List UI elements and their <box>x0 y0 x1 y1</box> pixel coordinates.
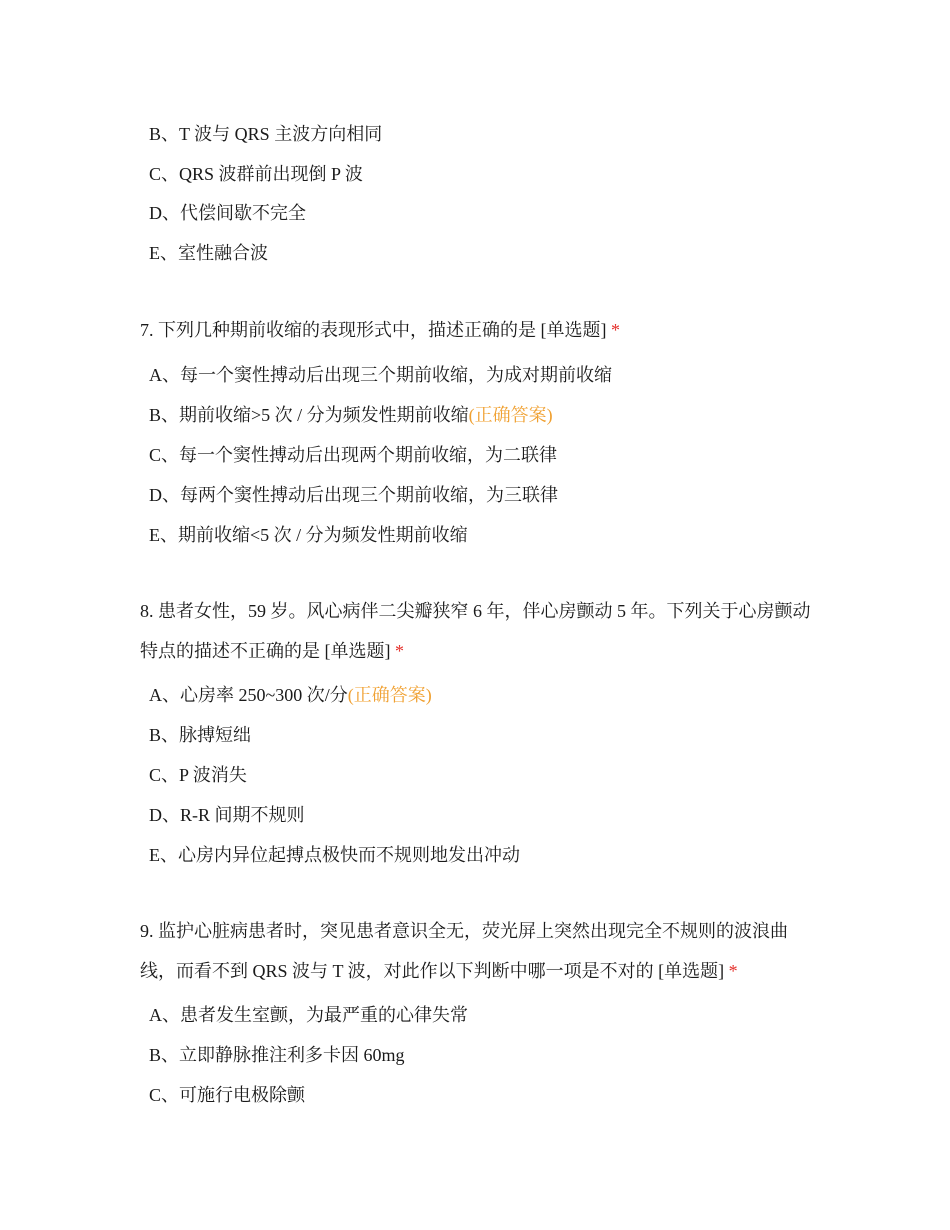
q7-correct-answer-label: (正确答案) <box>468 405 553 425</box>
q8-required-mark: * <box>395 641 404 661</box>
q7-option-e: E、期前收缩<5 次 / 分为频发性期前收缩 <box>149 525 468 545</box>
q9-option-b: B、立即静脉推注利多卡因 60mg <box>149 1045 405 1065</box>
q8-option-b: B、脉搏短绌 <box>149 725 252 745</box>
q9-title <box>140 911 820 991</box>
q6-option-e: E、室性融合波 <box>149 243 268 263</box>
q7-option-b <box>149 402 553 428</box>
q9-required-mark: * <box>728 961 738 981</box>
q7-option-c: C、每一个窦性搏动后出现两个期前收缩，为二联律 <box>149 445 558 465</box>
q8-title-text: 8. 患者女性，59 岁。风心病伴二尖瓣狭窄 6 年，伴心房颤动 5 年。下列关于心房颤动特点的描述不正确的是 [单选题] <box>140 601 811 661</box>
q8-title <box>140 591 820 671</box>
q8-option-e: E、心房内异位起搏点极快而不规则地发出冲动 <box>149 845 520 865</box>
q7-required-mark: * <box>611 320 620 340</box>
q7-option-b-text: B、期前收缩>5 次 / 分为频发性期前收缩 <box>149 405 469 425</box>
q6-option-d: D、代偿间歇不完全 <box>149 203 306 223</box>
q7-option-d: D、每两个窦性搏动后出现三个期前收缩，为三联律 <box>149 485 558 505</box>
q8-option-d: D、R-R 间期不规则 <box>149 805 305 825</box>
q6-option-c: C、QRS 波群前出现倒 P 波 <box>149 164 363 184</box>
q9-title-text: 9. 监护心脏病患者时，突见患者意识全无，荧光屏上突然出现完全不规则的波浪曲线，而看不到 QRS 波与 T 波，对此作以下判断中哪一项是不对的 [单选题] <box>140 921 788 981</box>
q8-correct-answer-label: (正确答案) <box>347 685 432 705</box>
q6-option-b: B、T 波与 QRS 主波方向相同 <box>149 124 383 144</box>
q8-option-c: C、P 波消失 <box>149 765 247 785</box>
q7-title <box>140 310 820 350</box>
q7-option-a: A、每一个窦性搏动后出现三个期前收缩，为成对期前收缩 <box>149 365 612 385</box>
q8-option-a <box>149 682 432 708</box>
q7-title-text: 7. 下列几种期前收缩的表现形式中，描述正确的是 [单选题] <box>140 320 607 340</box>
q9-option-a: A、患者发生室颤，为最严重的心律失常 <box>149 1005 468 1025</box>
q8-option-a-text: A、心房率 250~300 次/分 <box>149 685 348 705</box>
q9-option-c: C、可施行电极除颤 <box>149 1085 306 1105</box>
